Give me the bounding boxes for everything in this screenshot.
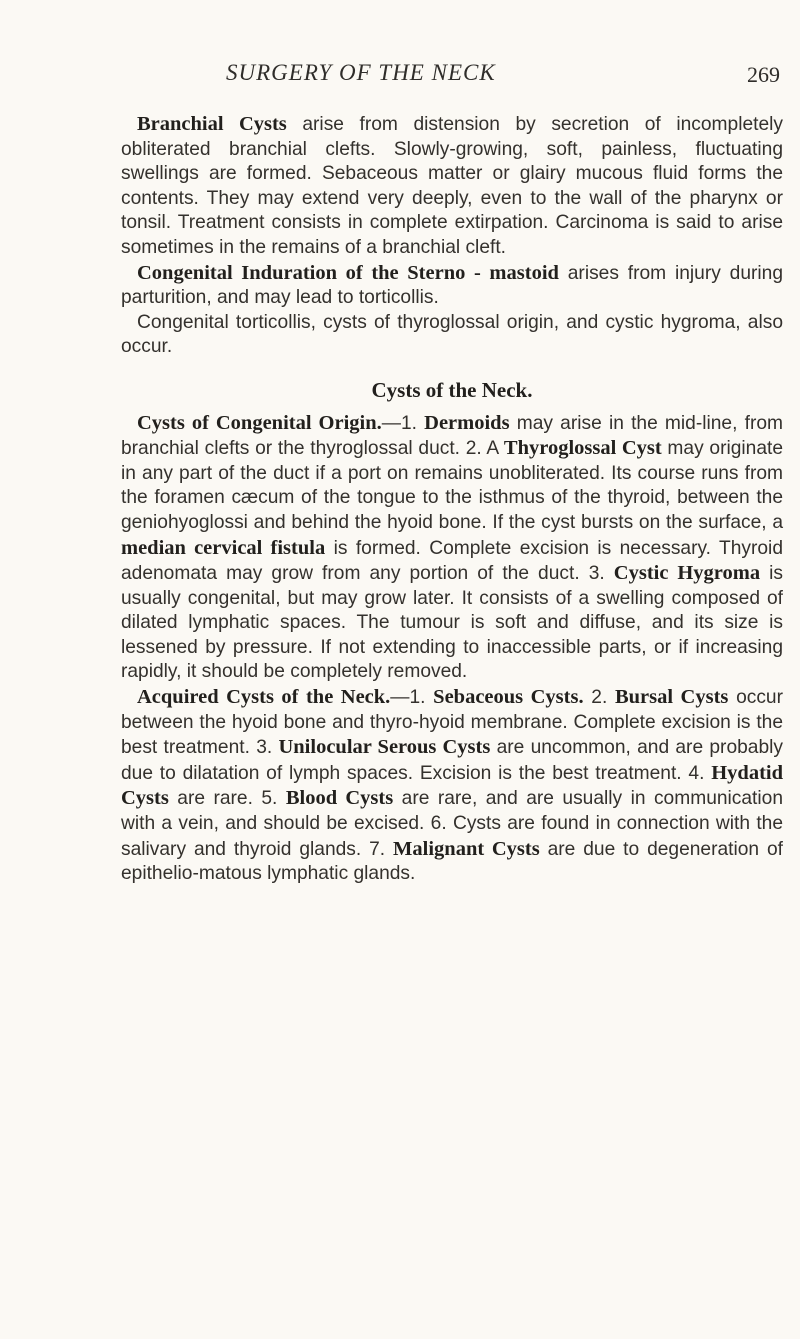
body-text xyxy=(121,112,783,887)
paragraph-text: arises from injury during parturition, and may lead to torticollis. xyxy=(121,262,783,309)
term-acquired-cysts: Acquired Cysts of the Neck. xyxy=(137,686,391,709)
paragraph-text: are due to degeneration of epithelio-matous lymphatic glands. xyxy=(121,838,783,885)
term-unilocular-serous-cysts: Unilocular Serous Cysts xyxy=(278,736,491,759)
paragraph-text: may originate in any part of the duct if a port on remains unobliterated. Its course runs from the foramen cæcum of the tongue to the isthmus of the thyroid, between the geniohyoglossi and behind the hyoid bone. If the cyst bursts on the surface, a xyxy=(121,438,783,533)
term-congenital-induration: Congenital Induration of the Sterno - mastoid xyxy=(137,261,559,284)
term-sebaceous-cysts: Sebaceous Cysts. xyxy=(433,686,584,709)
term-malignant-cysts: Malignant Cysts xyxy=(393,837,540,860)
term-cysts-congenital-origin: Cysts of Congenital Origin. xyxy=(137,411,382,434)
section-heading: Cysts of the Neck. xyxy=(371,377,533,402)
term-cystic-hygroma: Cystic Hygroma xyxy=(613,562,761,585)
term-thyroglossal-cyst: Thyroglossal Cyst xyxy=(503,437,662,460)
paragraph-text: is formed. Complete excision is necessary. Thyroid adenomata may grow from any portion of the duct. 3. xyxy=(121,537,783,585)
paragraph-text: —1. xyxy=(381,412,425,434)
paragraph-congenital-induration xyxy=(121,261,783,311)
page-number: 269 xyxy=(747,62,780,87)
paragraph-branchial-cysts xyxy=(121,112,783,261)
paragraph-text: may arise in the mid-line, from branchial clefts or the thyroglossal duct. 2. A xyxy=(121,412,783,460)
paragraph-text: 2. xyxy=(583,687,615,709)
paragraph-text: Congenital torticollis, cysts of thyroglossal origin, and cystic hygroma, also occur. xyxy=(121,311,783,358)
running-title: SURGERY OF THE NECK xyxy=(226,60,496,85)
paragraph-text: are rare. 5. xyxy=(168,788,286,810)
paragraph-text: arise from distension by secretion of incompletely obliterated branchial clefts. Slowly-growing, soft, painless, fluctuating swellings are formed. Sebaceous matter or glairy mucous fluid forms the contents. They may extend very deeply, even to the wall of the pharynx or tonsil. Treatment consists in complete extirpation. Carcinoma is said to arise sometimes in the remains of a branchial cleft. xyxy=(121,114,783,258)
paragraph-acquired-cysts xyxy=(121,685,783,887)
term-dermoids: Dermoids xyxy=(424,411,510,434)
paragraph-congenital-cysts xyxy=(121,411,783,686)
paragraph-text: occur between the hyoid bone and thyro-hyoid membrane. Complete excision is the best treatment. 3. xyxy=(121,687,783,759)
paragraph-text: are rare, and are usually in communication with a vein, and should be excised. 6. Cysts are found in connection with the salivary and thyroid glands. 7. xyxy=(121,788,783,860)
paragraph-congenital-torticollis xyxy=(121,311,783,360)
term-branchial-cysts: Branchial Cysts xyxy=(137,113,287,135)
term-median-cervical-fistula: median cervical fistula xyxy=(121,536,326,559)
paragraph-text: is usually congenital, but may grow later. It consists of a swelling composed of dilated lymphatic spaces. The tumour is soft and diffuse, and its size is lessened by pressure. If not extending to inaccessible parts, or if increasing rapidly, it should be completely removed. xyxy=(121,563,784,683)
term-bursal-cysts: Bursal Cysts xyxy=(614,686,729,709)
paragraph-text: —1. xyxy=(390,687,434,709)
running-header xyxy=(120,60,780,90)
term-hydatid-cysts: Hydatid Cysts xyxy=(121,761,783,810)
term-blood-cysts: Blood Cysts xyxy=(285,787,394,810)
paragraph-text: are uncommon, and are probably due to dilatation of lymph spaces. Excision is the best treatment. 4. xyxy=(121,737,783,784)
